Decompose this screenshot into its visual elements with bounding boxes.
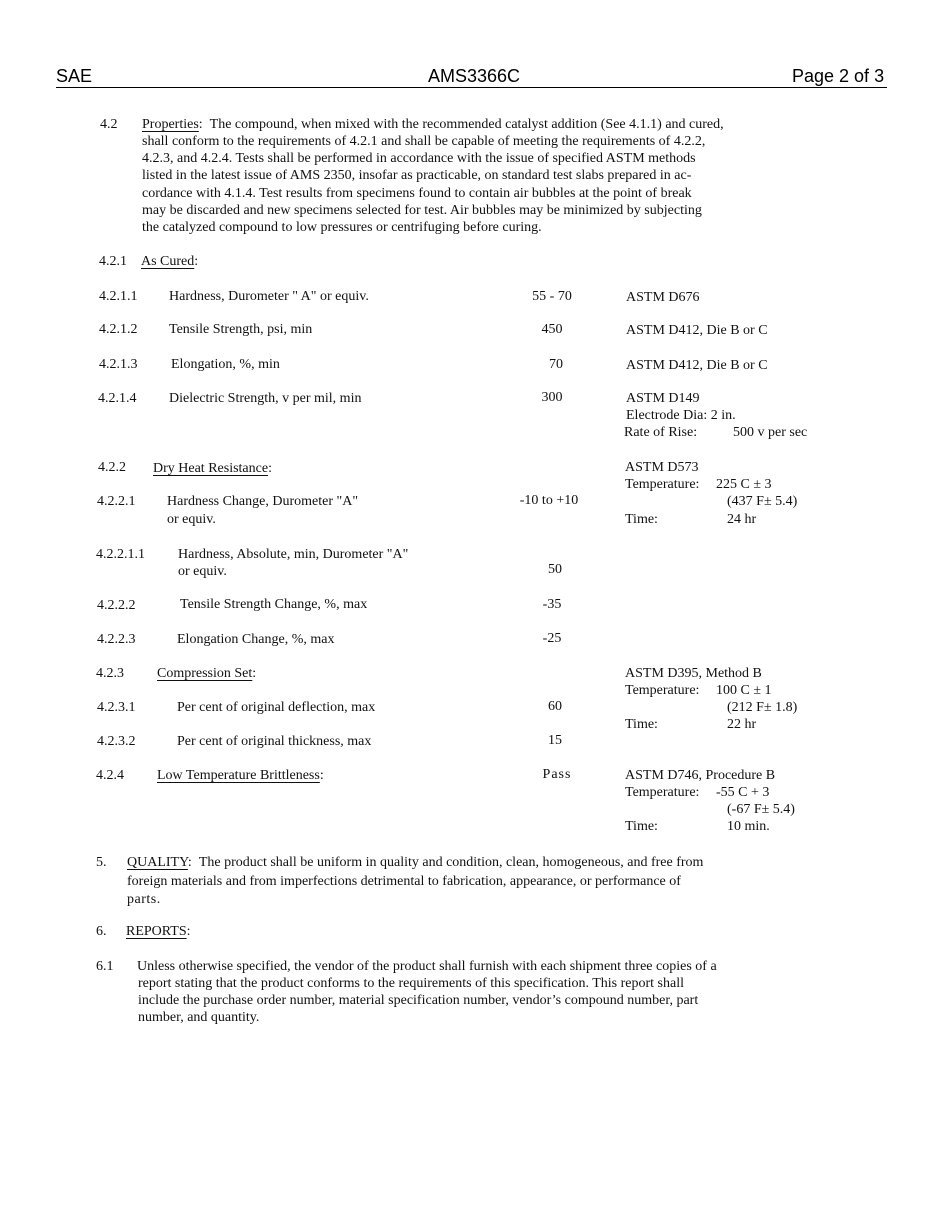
sec-4-2-4-time-value: 10 min. [727,819,770,834]
row-label: Hardness, Durometer " A" or equiv. [169,289,369,304]
sec-5-number: 5. [96,855,107,870]
sec-4-2-4-method: ASTM D746, Procedure B [625,768,776,783]
sec-4-2-4-temp-label: Temperature: [625,785,700,800]
row-label: Per cent of original thickness, max [177,734,372,749]
row-label: Per cent of original deflection, max [177,700,376,715]
row-label: Tensile Strength, psi, min [169,322,313,337]
sec-4-2-3-heading: Compression Set: [157,666,257,681]
row-num: 4.2.1.1 [99,289,138,304]
row-value: 450 [541,322,563,337]
sec-5-title: QUALITY [127,855,188,870]
row-value: 55 - 70 [532,289,572,304]
sec-6-1-line-1: report stating that the product conforms to the requirements of this specification. This report shall [138,976,684,991]
row-method-rate-label: Rate of Rise: [624,425,698,440]
sec-4-2-4-temp-value: -55 C + 3 [716,785,770,800]
row-num: 4.2.1.4 [98,391,137,406]
sec-5-line-0: QUALITY: The product shall be uniform in quality and condition, clean, homogeneous, and free from [127,855,704,870]
sec-5-text-0: The product shall be uniform in quality and condition, clean, homogeneous, and free from [198,855,704,870]
row-label: Hardness, Absolute, min, Durometer "A" [178,547,409,562]
row-method: ASTM D412, Die B or C [626,358,768,373]
sec-4-2-3-temp-alt: (212 F± 1.8) [727,700,798,715]
sec-4-2-4-title: Low Temperature Brittleness [157,768,320,783]
sec-6-1-line-0: Unless otherwise specified, the vendor of the product shall furnish with each shipment three copies of a [137,959,717,974]
sec-4-2-2-heading: Dry Heat Resistance: [153,461,272,476]
sec-4-2-line-6: the catalyzed compound to low pressures or centrifuging before curing. [142,220,542,235]
row-value: -25 [542,631,562,646]
sec-4-2-1-heading: As Cured: [141,254,199,269]
row-num: 4.2.3.1 [97,700,136,715]
row-label-cont: or equiv. [167,512,216,527]
sec-4-2-line-5: may be discarded and new specimens selected for test. Air bubbles may be minimized by subjecting [142,203,702,218]
sec-6-1-line-2: include the purchase order number, material specification number, vendor’s compound number, part [138,993,699,1008]
row-label: Tensile Strength Change, %, max [180,597,368,612]
header-center: AMS3366C [428,66,521,86]
row-label: Hardness Change, Durometer "A" [167,494,359,509]
row-value: -35 [542,597,562,612]
sec-6-1-line-3: number, and quantity. [138,1010,260,1025]
row-label: Elongation Change, %, max [177,632,335,647]
sec-4-2-1-number: 4.2.1 [99,254,127,269]
sec-6-number: 6. [96,924,107,939]
row-num: 4.2.2.1 [97,494,136,509]
row-method-rate-value: 500 v per sec [733,425,808,440]
sec-4-2-3-number: 4.2.3 [96,666,124,681]
sec-4-2-3-time-label: Time: [625,717,658,732]
row-method: ASTM D149 [626,391,700,406]
sec-4-2-line-3: listed in the latest issue of AMS 2350, insofar as practicable, on standard test slabs prepared in ac- [142,168,692,183]
row-value: 300 [541,390,563,405]
sec-4-2-4-temp-alt: (-67 F± 5.4) [727,802,795,817]
sec-4-2-2-method: ASTM D573 [625,460,699,475]
sec-4-2-2-temp-alt: (437 F± 5.4) [727,494,798,509]
sec-4-2-4-heading: Low Temperature Brittleness: [157,768,324,783]
row-value: 60 [548,699,562,714]
row-label-cont: or equiv. [178,564,227,579]
sec-4-2-2-temp-label: Temperature: [625,477,700,492]
row-value: -10 to +10 [519,493,579,508]
row-num: 4.2.1.3 [99,357,138,372]
sec-4-2-4-value: Pass [542,767,572,782]
sec-4-2-line-1: shall conform to the requirements of 4.2.1 and shall be capable of meeting the requirements of 4.2.2, [142,134,706,149]
row-value: 70 [549,357,563,372]
sec-4-2-3-method: ASTM D395, Method B [625,666,762,681]
sec-6-1-number: 6.1 [96,959,114,974]
sec-4-2-2-title: Dry Heat Resistance [153,461,269,476]
sec-5-line-1: foreign materials and from imperfections detrimental to fabrication, appearance, or performance of [127,874,681,889]
sec-4-2-text-0: The compound, when mixed with the recommended catalyst addition (See 4.1.1) and cured, [209,117,724,132]
row-value: 15 [548,733,562,748]
sec-4-2-line-0: Properties: The compound, when mixed with the recommended catalyst addition (See 4.1.1) and cured, [142,117,724,132]
header-right: Page 2 of 3 [792,66,885,86]
sec-4-2-3-time-value: 22 hr [727,717,757,732]
sec-4-2-title: Properties [142,117,199,132]
sec-4-2-2-temp-value: 225 C ± 3 [716,477,772,492]
sec-6-title: REPORTS [126,924,187,939]
sec-4-2-line-2: 4.2.3, and 4.2.4. Tests shall be performed in accordance with the issue of specified ASTM methods [142,151,696,166]
row-method: ASTM D676 [626,290,700,305]
header-rule [56,87,887,88]
sec-4-2-4-number: 4.2.4 [96,768,124,783]
row-num: 4.2.2.3 [97,632,136,647]
row-num: 4.2.2.2 [97,598,136,613]
sec-4-2-4-time-label: Time: [625,819,658,834]
sec-5-line-2: parts. [127,892,161,907]
sec-4-2-line-4: cordance with 4.1.4. Test results from specimens found to contain air bubbles at the point of break [142,186,692,201]
header-left: SAE [56,66,93,86]
sec-6-heading: REPORTS: [126,924,191,939]
sec-4-2-2-number: 4.2.2 [98,460,126,475]
sec-4-2-number: 4.2 [100,117,118,132]
row-method: ASTM D412, Die B or C [626,323,768,338]
sec-4-2-2-time-value: 24 hr [727,512,757,527]
sec-4-2-3-title: Compression Set [157,666,253,681]
row-value: 50 [548,562,562,577]
row-label: Dielectric Strength, v per mil, min [169,391,362,406]
row-method-electrode: Electrode Dia: 2 in. [626,408,736,423]
row-num: 4.2.3.2 [97,734,136,749]
sec-4-2-2-time-label: Time: [625,512,658,527]
row-label: Elongation, %, min [171,357,280,372]
sec-4-2-1-title: As Cured [141,254,195,269]
row-num: 4.2.2.1.1 [96,547,145,562]
row-num: 4.2.1.2 [99,322,138,337]
sec-4-2-3-temp-value: 100 C ± 1 [716,683,772,698]
sec-4-2-3-temp-label: Temperature: [625,683,700,698]
